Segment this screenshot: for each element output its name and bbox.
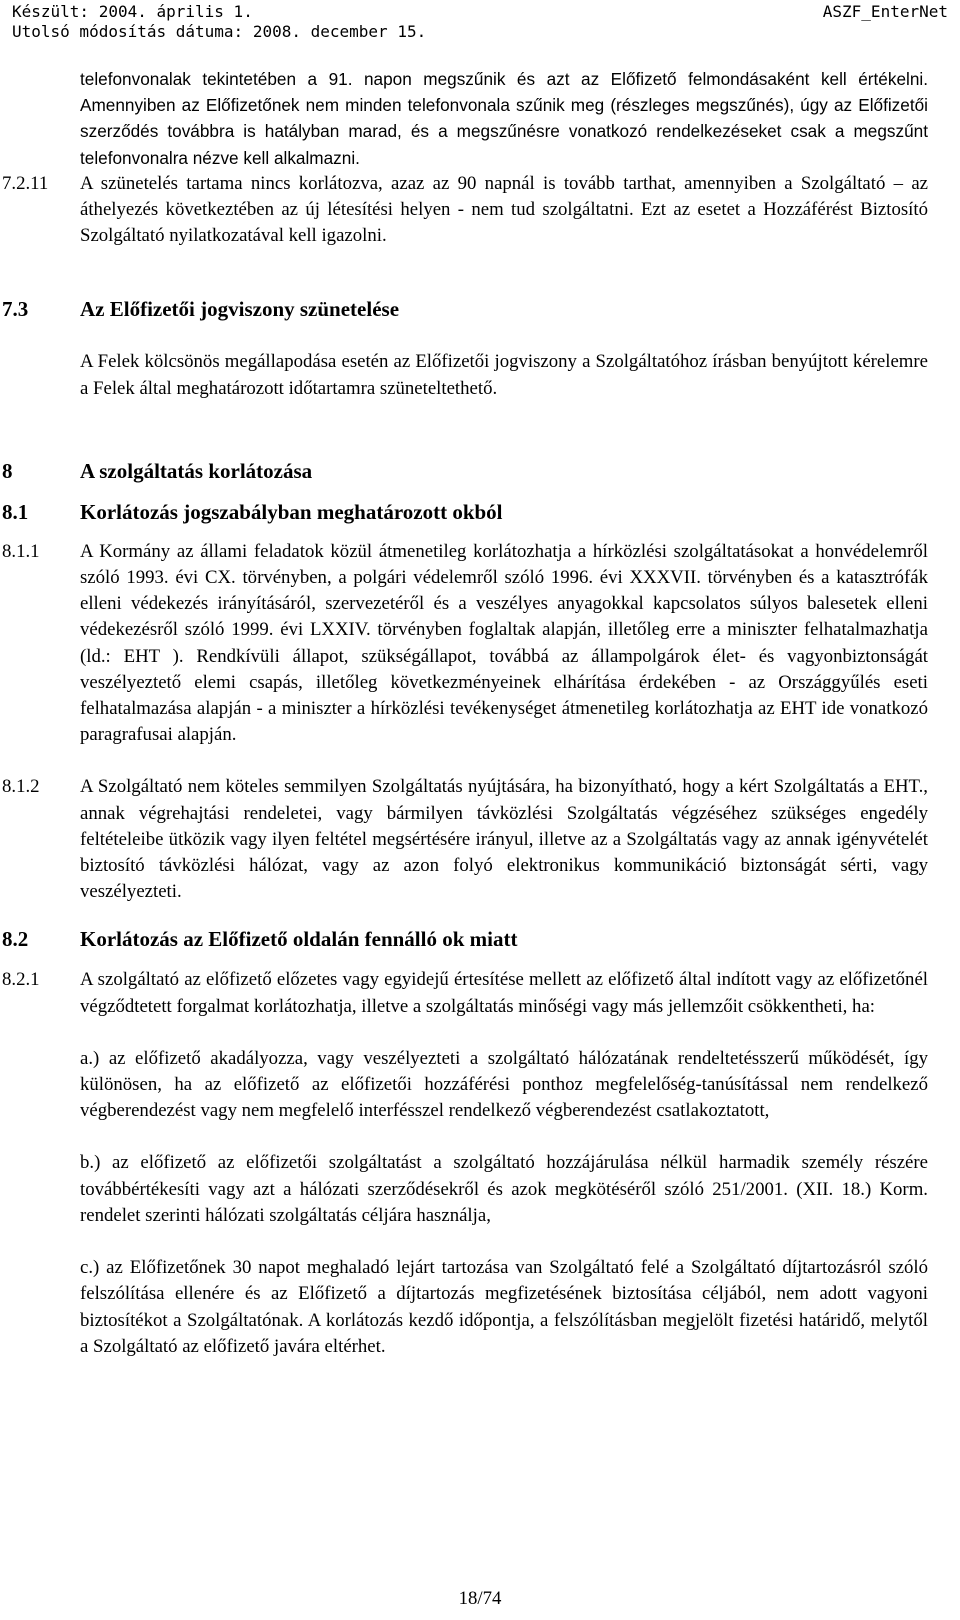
paragraph: A Felek kölcsönös megállapodása esetén az Előfizetői jogviszony a Szolgáltatóhoz írásban benyújtott kérelemre a Felek által meghatározott időtartamra szüneteltethető. (80, 351, 928, 399)
heading-number: 8.2 (2, 927, 29, 952)
section-7-3-text (80, 349, 928, 401)
heading-8 (2, 457, 960, 485)
item-7-2-11 (2, 171, 928, 250)
document-body (2, 66, 960, 1360)
page-header (12, 2, 948, 42)
heading-8-2 (2, 925, 960, 953)
item-number: 8.2.1 (2, 969, 40, 991)
page-number: 18/74 (458, 1588, 502, 1609)
item-8-1-2 (2, 774, 928, 905)
heading-8-1 (2, 498, 960, 526)
item-number: 8.1.2 (2, 776, 40, 798)
item-8-2-1 (2, 967, 928, 1019)
intro-paragraph: telefonvonalak tekintetében a 91. napon megszűnik és azt az Előfizető felmondásaként kell értékelni. Amennyiben az Előfizetőnek nem minden telefonvonala szűnik meg (részleges megszűnés), úgy az Előfizetői szerződés továbbra is hatályban marad, és a megszűnésre vonatkozó rendelkezéseket csak a megszűnt telefonvonalra nézve kell alkalmazni. (80, 69, 928, 168)
item-text: A szolgáltató az előfizető előzetes vagy egyidejű értesítése mellett az előfizető által indított vagy az előfizetőnél végződtetett forgalmat korlátozhatja, illetve a szolgáltatás minőségi vagy más jellemzőit csökkentheti, ha: (80, 969, 928, 1017)
heading-title: A szolgáltatás korlátozása (80, 458, 313, 483)
heading-number: 7.3 (2, 297, 29, 322)
heading-7-3 (2, 295, 960, 323)
item-8-1-1 (2, 539, 928, 749)
sub-item-c: c.) az Előfizetőnek 30 napot meghaladó lejárt tartozása van Szolgáltató felé a Szolgáltató díjtartozásról szóló felszólítása ellenére és az Előfizető a díjtartozás megfizetésének biztosítása céljából, nem adott vagyoni biztosítékot a Szolgáltatónak. A korlátozás kezdő időpontja, a felszólításban megjelölt fizetési határidő, melytől a Szolgáltató az előfizető javára eltérhet. (80, 1257, 928, 1357)
heading-title: Korlátozás jogszabályban meghatározott okból (80, 499, 503, 524)
item-text: A Kormány az állami feladatok közül átmenetileg korlátozhatja a hírközlési szolgáltatásokat a honvédelemről szóló 1993. évi CX. törvényben, a polgári védelemről szóló 1996. évi XXXVII. törvényben és a katasztrófák elleni védekezés irányításáról, szervezetéről és a veszélyes anyagokkal kapcsolatos súlyos balesetek elleni védekezésről szóló 1999. évi LXXIV. törvényben foglaltak alapján, illetőleg erre a miniszter felhatalmazhatja (ld.: EHT ). Rendkívüli állapot, szükségállapot, továbbá az állampolgárok élet- és vagyonbiztonságát veszélyeztető elemi csapás, illetőleg következményeinek elhárítása érdekében - az Országgyűlés eseti felhatalmazása alapján - a miniszter a hírközlési tevékenységet átmenetileg korlátozhatja az EHT ide vonatkozó paragrafusai alapján. (80, 540, 928, 746)
modified-date: Utolsó módosítás dátuma: 2008. december 15. (12, 22, 427, 41)
sub-item-a: a.) az előfizető akadályozza, vagy veszélyezteti a szolgáltató hálózatának rendeltetésszerű működését, így különösen, ha az előfizető az előfizetői hozzáférési ponthoz megfelelőség-tanúsítással nem rendelkező végberendezést vagy nem megfelelő interfésszel rendelkező végberendezést csatlakoztatott, (80, 1047, 928, 1122)
item-number: 8.1.1 (2, 540, 40, 562)
item-number: 7.2.11 (2, 172, 49, 194)
item-text: A szünetelés tartama nincs korlátozva, azaz az 90 napnál is tovább tarthat, amennyiben a Szolgáltató – az áthelyezés következtében az új létesítési helyen - nem tud szolgáltatni. Ezt az esetet a Hozzáférést Biztosító Szolgáltató nyilatkozatával kell igazolni. (80, 172, 928, 247)
sub-item-b: b.) az előfizető az előfizetői szolgáltatást a szolgáltató hozzájárulása nélkül harmadik személy részére továbbértékesíti vagy azt a hálózati szerződésekről és azok megkötéséről szóló 251/2001. (XII. 18.) Korm. rendelet szerinti hálózati szolgáltatás céljára használja, (80, 1152, 928, 1226)
heading-number: 8 (2, 458, 13, 483)
heading-title: Az Előfizetői jogviszony szünetelése (80, 297, 400, 322)
item-text: A Szolgáltató nem köteles semmilyen Szolgáltatás nyújtására, ha bizonyítható, hogy a kért Szolgáltatás a EHT., annak végrehajtási rendeletei, vagy bármilyen távközlési Szolgáltatás végzéséhez szükséges engedély feltételeibe ütközik vagy ilyen feltétel megsértésére irányul, illetve az a Szolgáltatás vagy az annak igényvételét biztosító távközlési hálózat, vagy az azon folyó elektronikus kommunikáció biztonságát sérti, vagy veszélyezteti. (80, 776, 928, 903)
document-id: ASZF_EnterNet (822, 2, 948, 21)
heading-title: Korlátozás az Előfizető oldalán fennálló ok miatt (80, 927, 518, 952)
heading-number: 8.1 (2, 499, 29, 524)
created-date: Készült: 2004. április 1. (12, 2, 253, 21)
